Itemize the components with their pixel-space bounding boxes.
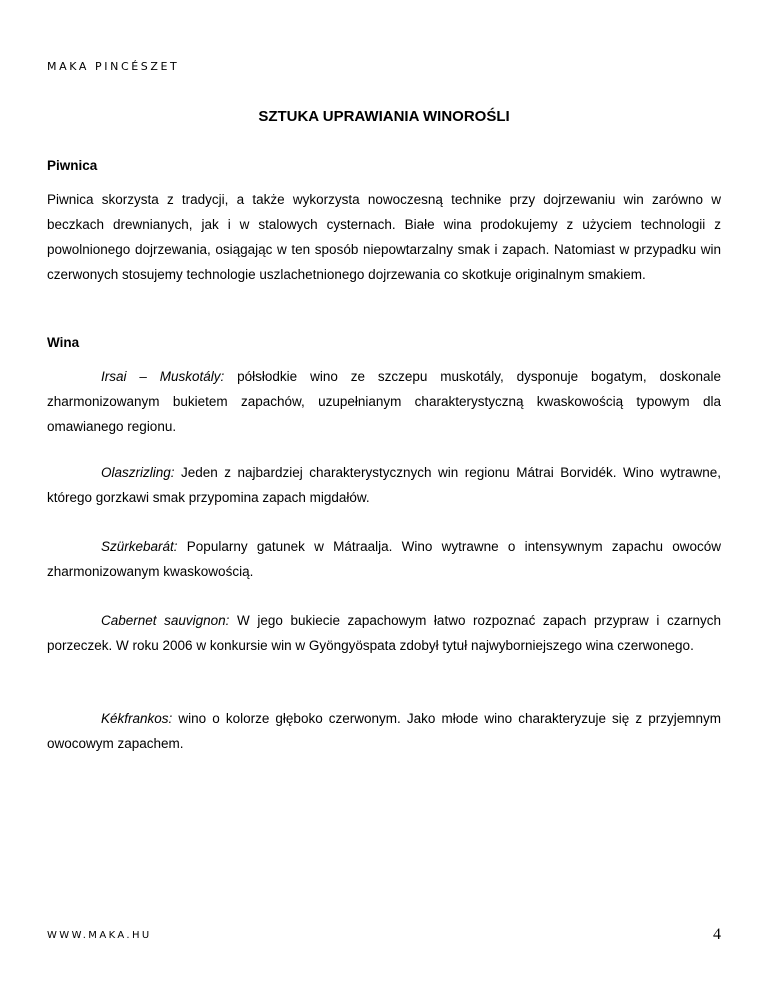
wine-entry-cabernet <box>47 608 721 658</box>
page-title: SZTUKA UPRAWIANIA WINOROŚLI <box>258 108 510 125</box>
wine-description: półsłodkie wino ze szczepu muskotály, dysponuje bogatym, doskonale zharmonizowanym bukietem zapachów, uzupełnianym charakterystyczną kwaskowością typowym dla omawianego regionu. <box>47 369 721 434</box>
header-brand: MAKA PINCÉSZET <box>47 60 180 73</box>
wine-name: Irsai – Muskotály: <box>101 369 225 384</box>
wine-description: Jeden z najbardziej charakterystycznych win regionu Mátrai Borvidék. Wino wytrawne, którego gorzkawi smak przypomina zapach migdałów. <box>47 465 721 505</box>
section-heading-cellar: Piwnica <box>47 158 98 173</box>
wine-entry-szurkebarat <box>47 534 721 584</box>
wine-name: Olaszrizling: <box>101 465 175 480</box>
wine-description: Popularny gatunek w Mátraalja. Wino wytrawne o intensywnym zapachu owoców zharmonizowanym kwaskowością. <box>47 539 721 579</box>
wine-entry-kekfrankos <box>47 706 721 756</box>
page-number: 4 <box>713 926 721 943</box>
wine-description: W jego bukiecie zapachowym łatwo rozpoznać zapach przypraw i czarnych porzeczek. W roku 2006 w konkursie win w Gyöngyöspata zdobył tytuł najwyborniejszego wina czerwonego. <box>47 613 721 653</box>
wine-description: wino o kolorze głęboko czerwonym. Jako młode wino charakteryzuje się z przyjemnym owocowym zapachem. <box>47 711 721 751</box>
wine-name: Kékfrankos: <box>101 711 173 726</box>
wine-entry-irsai <box>47 364 721 439</box>
wine-name: Szürkebarát: <box>101 539 178 554</box>
wine-name: Cabernet sauvignon: <box>101 613 230 628</box>
footer-url: WWW.MAKA.HU <box>47 930 152 941</box>
cellar-paragraph: Piwnica skorzysta z tradycji, a także wykorzysta nowoczesną technike przy dojrzewaniu win zarówno w beczkach drewnianych, jak i w stalowych cysternach. Białe wina prodokujemy z użyciem technologii z powolnionego dojrzewania, osiągając w ten sposób niepowtarzalny smak i zapach. Natomiast w przypadku win czerwonych stosujemy technologie uszlachetnionego dojrzewania co skotkuje originalnym smakiem. <box>47 192 721 282</box>
section-heading-wines: Wina <box>47 335 80 350</box>
wine-entry-olaszrizling <box>47 460 721 510</box>
